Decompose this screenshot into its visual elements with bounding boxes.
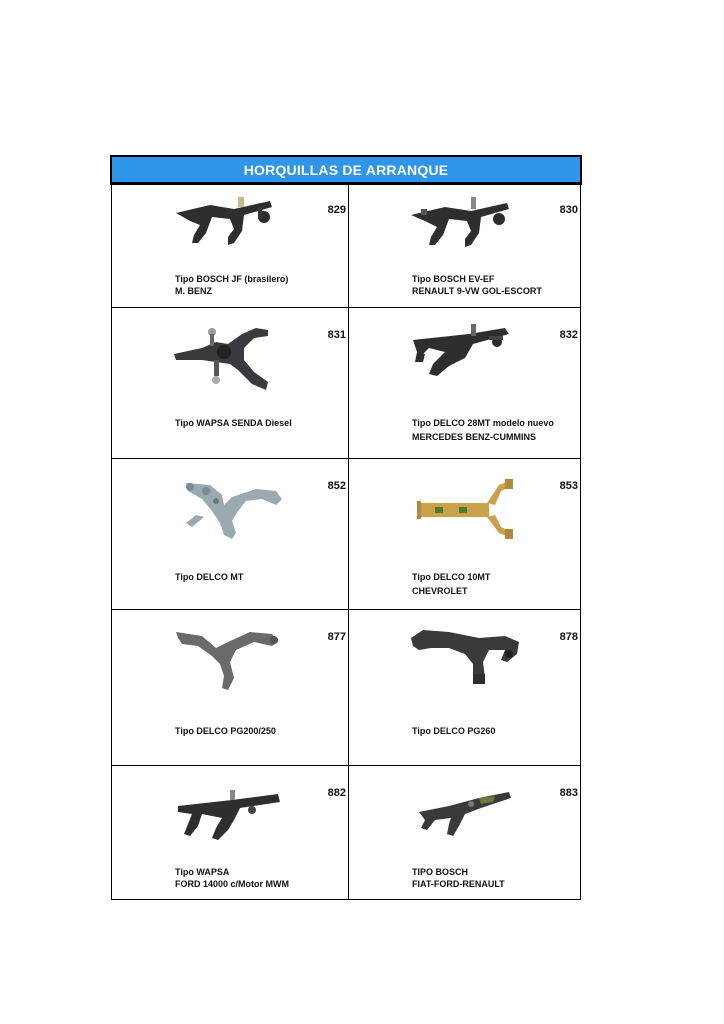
product-code: 878 — [559, 631, 578, 643]
product-code: 882 — [327, 787, 346, 799]
product-caption — [175, 417, 292, 429]
fork-852-image — [172, 475, 292, 545]
product-caption — [412, 417, 554, 443]
fork-icon — [172, 624, 292, 704]
product-cell-829 — [112, 183, 349, 308]
caption-line-1: Tipo WAPSA SENDA Diesel — [175, 418, 292, 428]
product-cell-831 — [112, 308, 349, 459]
product-cell-883 — [349, 766, 580, 900]
caption-line-1: Tipo BOSCH EV-EF — [412, 274, 495, 284]
product-code: 829 — [327, 204, 346, 216]
fork-icon — [409, 322, 529, 392]
product-grid — [111, 183, 581, 900]
product-code: 853 — [559, 480, 578, 492]
product-cell-853 — [349, 459, 580, 610]
product-cell-878 — [349, 610, 580, 766]
caption-line-2: CHEVROLET — [412, 586, 468, 596]
caption-line-1: Tipo DELCO 28MT modelo nuevo — [412, 418, 554, 428]
product-caption — [175, 866, 289, 890]
caption-line-1: Tipo DELCO 10MT — [412, 572, 491, 582]
caption-line-1: Tipo WAPSA — [175, 867, 230, 877]
product-caption — [175, 571, 243, 583]
fork-853-image — [409, 475, 529, 545]
fork-icon — [409, 475, 529, 545]
caption-line-1: Tipo DELCO MT — [175, 572, 244, 582]
fork-832-image — [409, 322, 529, 392]
caption-line-1: Tipo DELCO PG200/250 — [175, 726, 276, 736]
product-code: 832 — [559, 329, 578, 341]
caption-line-2: MERCEDES BENZ-CUMMINS — [412, 432, 537, 442]
caption-line-2: FIAT-FORD-RENAULT — [412, 879, 505, 889]
fork-831-image — [172, 320, 292, 390]
fork-icon — [409, 191, 529, 261]
caption-line-2: M. BENZ — [175, 286, 212, 296]
product-code: 877 — [327, 631, 346, 643]
fork-882-image — [172, 786, 292, 856]
caption-line-1: TIPO BOSCH — [412, 867, 469, 877]
fork-830-image — [409, 191, 529, 261]
product-code: 831 — [327, 329, 346, 341]
caption-line-1: Tipo BOSCH JF (brasilero) — [175, 274, 289, 284]
fork-883-image — [409, 784, 529, 854]
product-cell-877 — [112, 610, 349, 766]
fork-icon — [409, 784, 529, 854]
product-caption — [175, 273, 288, 297]
product-caption — [412, 571, 490, 597]
product-cell-832 — [349, 308, 580, 459]
product-cell-830 — [349, 183, 580, 308]
product-code: 830 — [559, 204, 578, 216]
page-title: HORQUILLAS DE ARRANQUE — [243, 161, 449, 178]
fork-877-image — [172, 624, 292, 694]
product-caption — [412, 273, 542, 297]
fork-icon — [172, 191, 292, 261]
product-caption — [412, 866, 505, 890]
caption-line-1: Tipo DELCO PG260 — [412, 726, 496, 736]
title-bar — [110, 155, 582, 185]
caption-line-2: FORD 14000 c/Motor MWM — [175, 879, 290, 889]
product-cell-852 — [112, 459, 349, 610]
product-caption — [175, 725, 276, 737]
caption-line-2: RENAULT 9-VW GOL-ESCORT — [412, 286, 542, 296]
fork-icon — [172, 475, 292, 545]
fork-878-image — [409, 622, 529, 692]
fork-icon — [409, 622, 529, 702]
product-cell-882 — [112, 766, 349, 900]
product-code: 852 — [327, 480, 346, 492]
fork-829-image — [172, 191, 292, 261]
product-code: 883 — [559, 787, 578, 799]
fork-icon — [172, 320, 292, 400]
product-caption — [412, 725, 495, 737]
fork-icon — [172, 786, 292, 856]
